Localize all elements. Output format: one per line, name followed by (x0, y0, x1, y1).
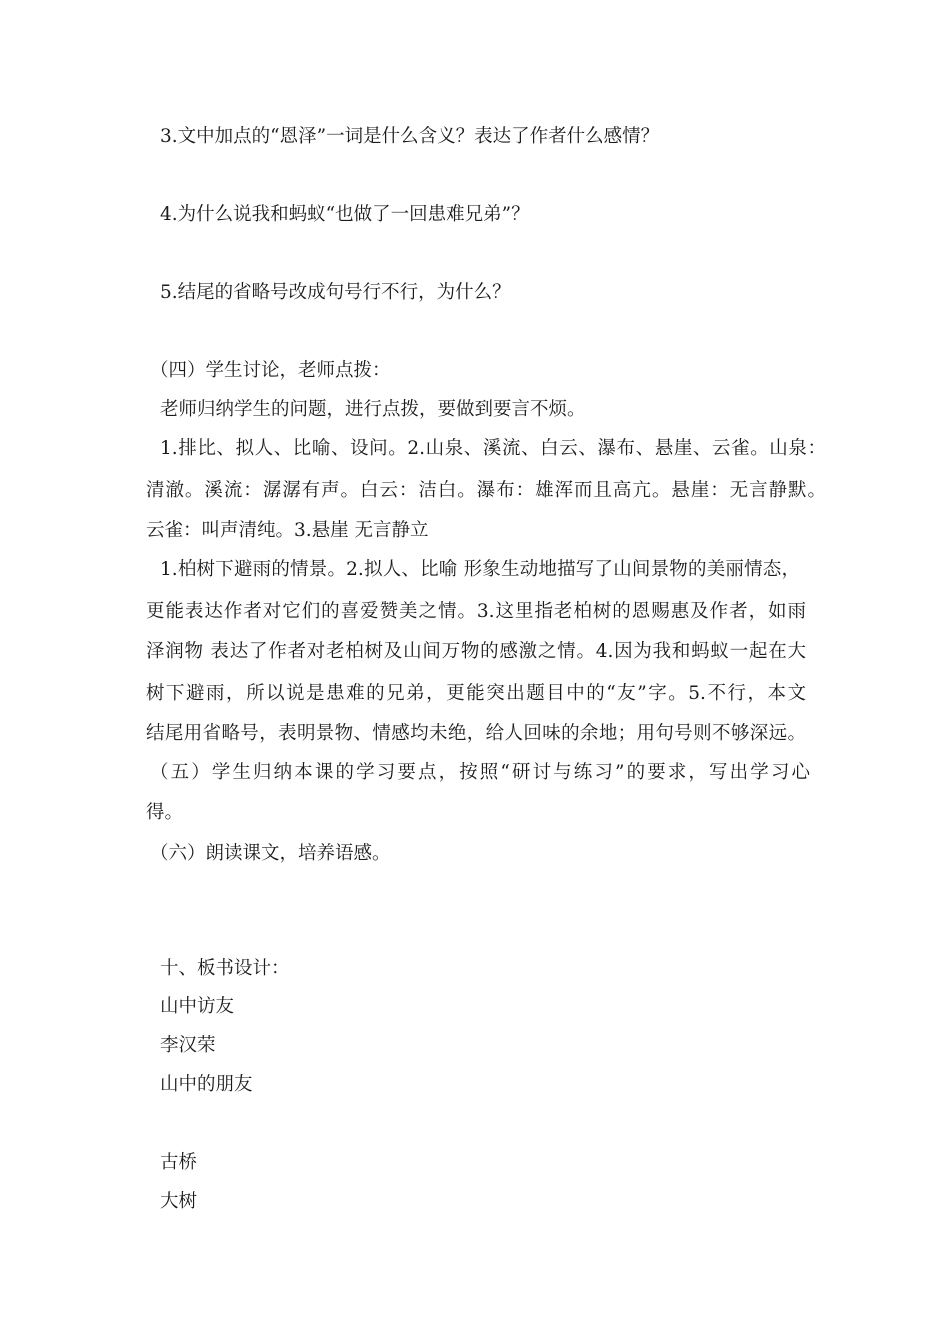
board-item-title: 山中访友 (160, 996, 235, 1017)
section-5-line-1: （五）学生归纳本课的学习要点，按照“研讨与练习”的要求，写出学习心 (150, 762, 810, 783)
section-6-text: （六）朗读课文，培养语感。 (150, 843, 391, 864)
answer-block-2-line-4: 树下避雨，所以说是患难的兄弟，更能突出题目中的“友”字。5.不行，本文 (146, 683, 806, 704)
board-heading: 十、板书设计： (160, 958, 290, 979)
board-item-tree: 大树 (160, 1191, 198, 1212)
board-item-bridge: 古桥 (160, 1152, 198, 1173)
question-5: 5.结尾的省略号改成句号行不行，为什么？ (160, 282, 511, 303)
answer-block-1-line-1: 1.排比、拟人、比喻、设问。2.山泉、溪流、白云、瀑布、悬崖、云雀。山泉： (160, 438, 826, 459)
board-item-author: 李汉荣 (160, 1035, 216, 1056)
answer-block-1-line-3: 云雀：叫声清纯。3.悬崖 无言静立 (146, 520, 429, 541)
section-4-intro: 老师归纳学生的问题，进行点拨，要做到要言不烦。 (160, 399, 586, 420)
answer-block-2-line-3: 泽润物 表达了作者对老柏树及山间万物的感激之情。4.因为我和蚂蚁一起在大 (146, 641, 806, 662)
answer-block-2-line-5: 结尾用省略号，表明景物、情感均未绝，给人回味的余地；用句号则不够深远。 (146, 723, 806, 744)
answer-block-2-line-2: 更能表达作者对它们的喜爱赞美之情。3.这里指老柏树的恩赐惠及作者，如雨 (146, 601, 806, 622)
board-item-friends: 山中的朋友 (160, 1074, 253, 1095)
question-3: 3.文中加点的“恩泽”一词是什么含义？表达了作者什么感情？ (160, 126, 660, 147)
section-5-line-2: 得。 (146, 802, 184, 823)
question-4: 4.为什么说我和蚂蚁“也做了一回患难兄弟”？ (160, 204, 530, 225)
section-4-heading: （四）学生讨论，老师点拨： (150, 360, 391, 381)
answer-block-2-line-1: 1.柏树下避雨的情景。2.拟人、比喻 形象生动地描写了山间景物的美丽情态， (160, 559, 800, 580)
answer-block-1-line-2: 清澈。溪流：潺潺有声。白云：洁白。瀑布：雄浑而且高亢。悬崖：无言静默。 (146, 480, 826, 501)
